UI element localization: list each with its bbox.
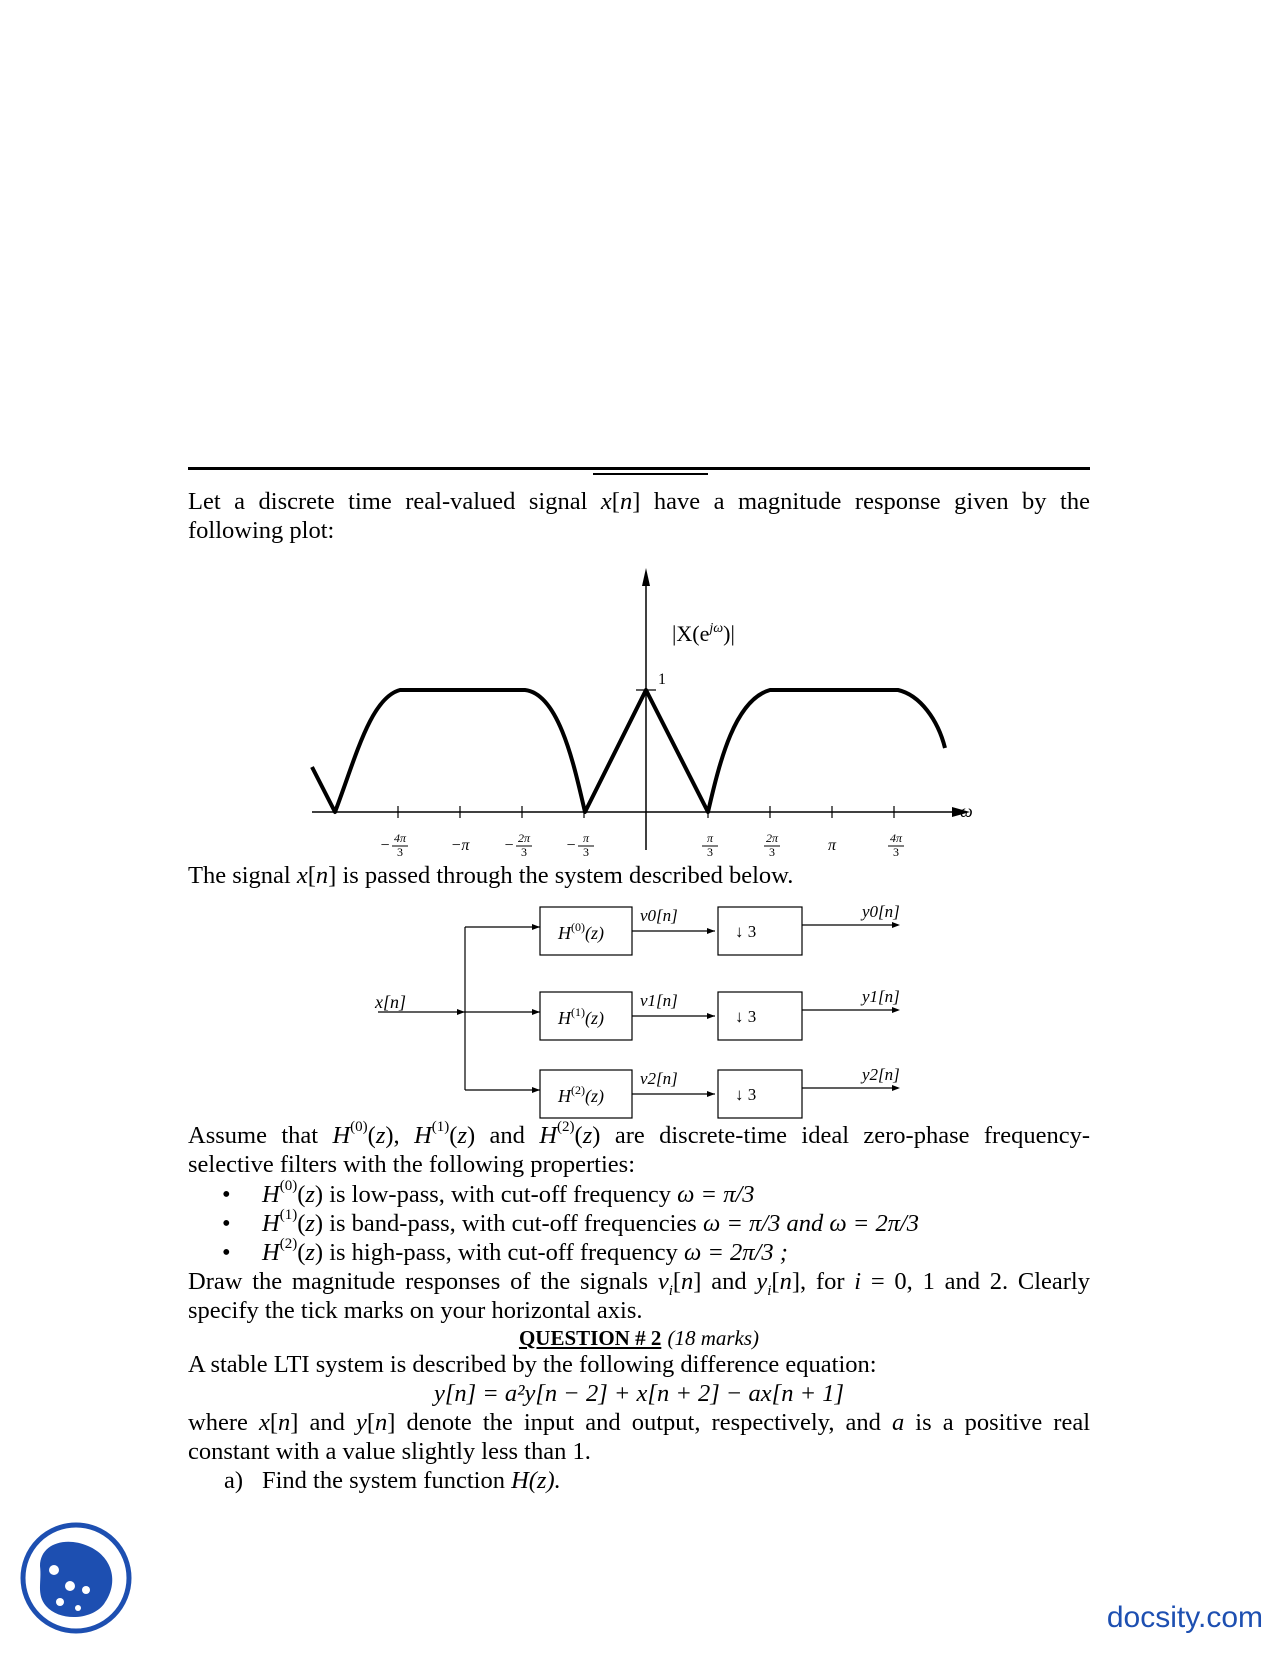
- svg-text:3: 3: [397, 845, 403, 859]
- intermediate-label: v2[n]: [640, 1069, 678, 1088]
- filter-properties-list: [188, 1177, 1090, 1267]
- difference-equation: y[n] = a²y[n − 2] + x[n + 2] − ax[n + 1]: [433, 1380, 845, 1407]
- svg-text:3: 3: [707, 845, 713, 859]
- system-sentence: The signal x[n] is passed through the system described below.: [188, 862, 794, 889]
- magnitude-curve: [312, 690, 945, 812]
- intermediate-label: v0[n]: [640, 906, 678, 925]
- x-tick-label: −π: [450, 837, 470, 854]
- svg-text:−: −: [504, 837, 514, 854]
- x-tick-label: [504, 831, 532, 859]
- block-diagram: [370, 895, 910, 1120]
- x-tick-label: [764, 831, 780, 859]
- branch-2: [465, 1065, 900, 1118]
- filter-label: $H^{(1)}(z)$: [558, 1005, 604, 1028]
- x-tick-label: [888, 831, 904, 859]
- output-label: y1[n]: [862, 987, 900, 1006]
- docsity-brand-text[interactable]: docsity.com: [1106, 1601, 1263, 1634]
- docsity-logo: [20, 1522, 132, 1634]
- draw-paragraph: Draw the magnitude responses of the signals $v_i[n]$ and $y_i[n]$, for i = 0, 1 and 2. Clearly: [188, 1268, 1090, 1299]
- q2-where: where x[n] and y[n] denote the input and output, respectively, and a is a positive real: [188, 1409, 1091, 1436]
- peak-label: 1: [658, 671, 666, 688]
- assume-paragraph: Assume that $H^{(0)}(z)$, $H^{(1)}(z)$ and $H^{(2)}(z)$ are discrete-time ideal zero-phase frequency-: [188, 1118, 1090, 1149]
- downsample-label: ↓ 3: [735, 922, 757, 941]
- magnitude-plot: [300, 560, 980, 860]
- x-tick-label: [380, 831, 408, 859]
- svg-text:−: −: [380, 837, 390, 854]
- downsample-label: ↓ 3: [735, 1085, 757, 1104]
- list-item: • $H^{(0)}(z)$ is low-pass, with cut-off frequency ω = π/3: [222, 1177, 755, 1208]
- input-label: x[n]: [375, 992, 406, 1012]
- svg-text:3: 3: [769, 845, 775, 859]
- branch-0: [465, 902, 900, 955]
- overline: [593, 473, 708, 475]
- svg-text:−: −: [566, 837, 576, 854]
- svg-text:3: 3: [583, 845, 589, 859]
- downsample-box: [718, 1070, 802, 1118]
- intermediate-label: v1[n]: [640, 991, 678, 1010]
- draw-line2: specify the tick marks on your horizontal axis.: [188, 1297, 643, 1324]
- svg-text:3: 3: [893, 845, 899, 859]
- top-rule: [188, 467, 1090, 470]
- intro-paragraph: Let a discrete time real-valued signal x[n] have a magnitude response given by the: [188, 487, 1090, 516]
- assume-line2: selective filters with the following properties:: [188, 1151, 636, 1178]
- part-a: a) Find the system function H(z).: [224, 1467, 561, 1494]
- branch-1: [465, 987, 900, 1040]
- question-2-heading: QUESTION # 2 (18 marks): [518, 1326, 760, 1350]
- svg-text:4π: 4π: [393, 831, 407, 845]
- output-label: y0[n]: [862, 902, 900, 921]
- filter-label: $H^{(2)}(z)$: [558, 1083, 604, 1106]
- svg-text:2π: 2π: [765, 831, 779, 845]
- filter-label: $H^{(0)}(z)$: [558, 920, 604, 943]
- q2-line1: A stable LTI system is described by the following difference equation:: [188, 1351, 877, 1378]
- x-ticks: [380, 806, 904, 859]
- svg-text:4π: 4π: [889, 831, 903, 845]
- x-tick-label: π: [827, 837, 837, 854]
- downsample-box: [718, 907, 802, 955]
- svg-text:3: 3: [521, 845, 527, 859]
- list-item: • $H^{(2)}(z)$ is high-pass, with cut-off frequency ω = 2π/3 ;: [222, 1235, 788, 1266]
- list-item: • $H^{(1)}(z)$ is band-pass, with cut-off frequencies ω = π/3 and ω = 2π/3: [222, 1206, 920, 1237]
- svg-text:π: π: [706, 831, 714, 845]
- x-tick-label: [702, 831, 718, 859]
- y-axis-label: $|X(e^{j\omega})|$: [672, 621, 735, 646]
- q2-line3: constant with a value slightly less than 1.: [188, 1438, 591, 1465]
- y-axis-arrow: [642, 568, 650, 586]
- omega-label: ω: [960, 801, 973, 821]
- downsample-label: ↓ 3: [735, 1007, 757, 1026]
- svg-text:π: π: [582, 831, 590, 845]
- intro-line2: following plot:: [188, 517, 335, 544]
- svg-text:2π: 2π: [517, 831, 531, 845]
- x-tick-label: [566, 831, 594, 859]
- downsample-box: [718, 992, 802, 1040]
- output-label: y2[n]: [862, 1065, 900, 1084]
